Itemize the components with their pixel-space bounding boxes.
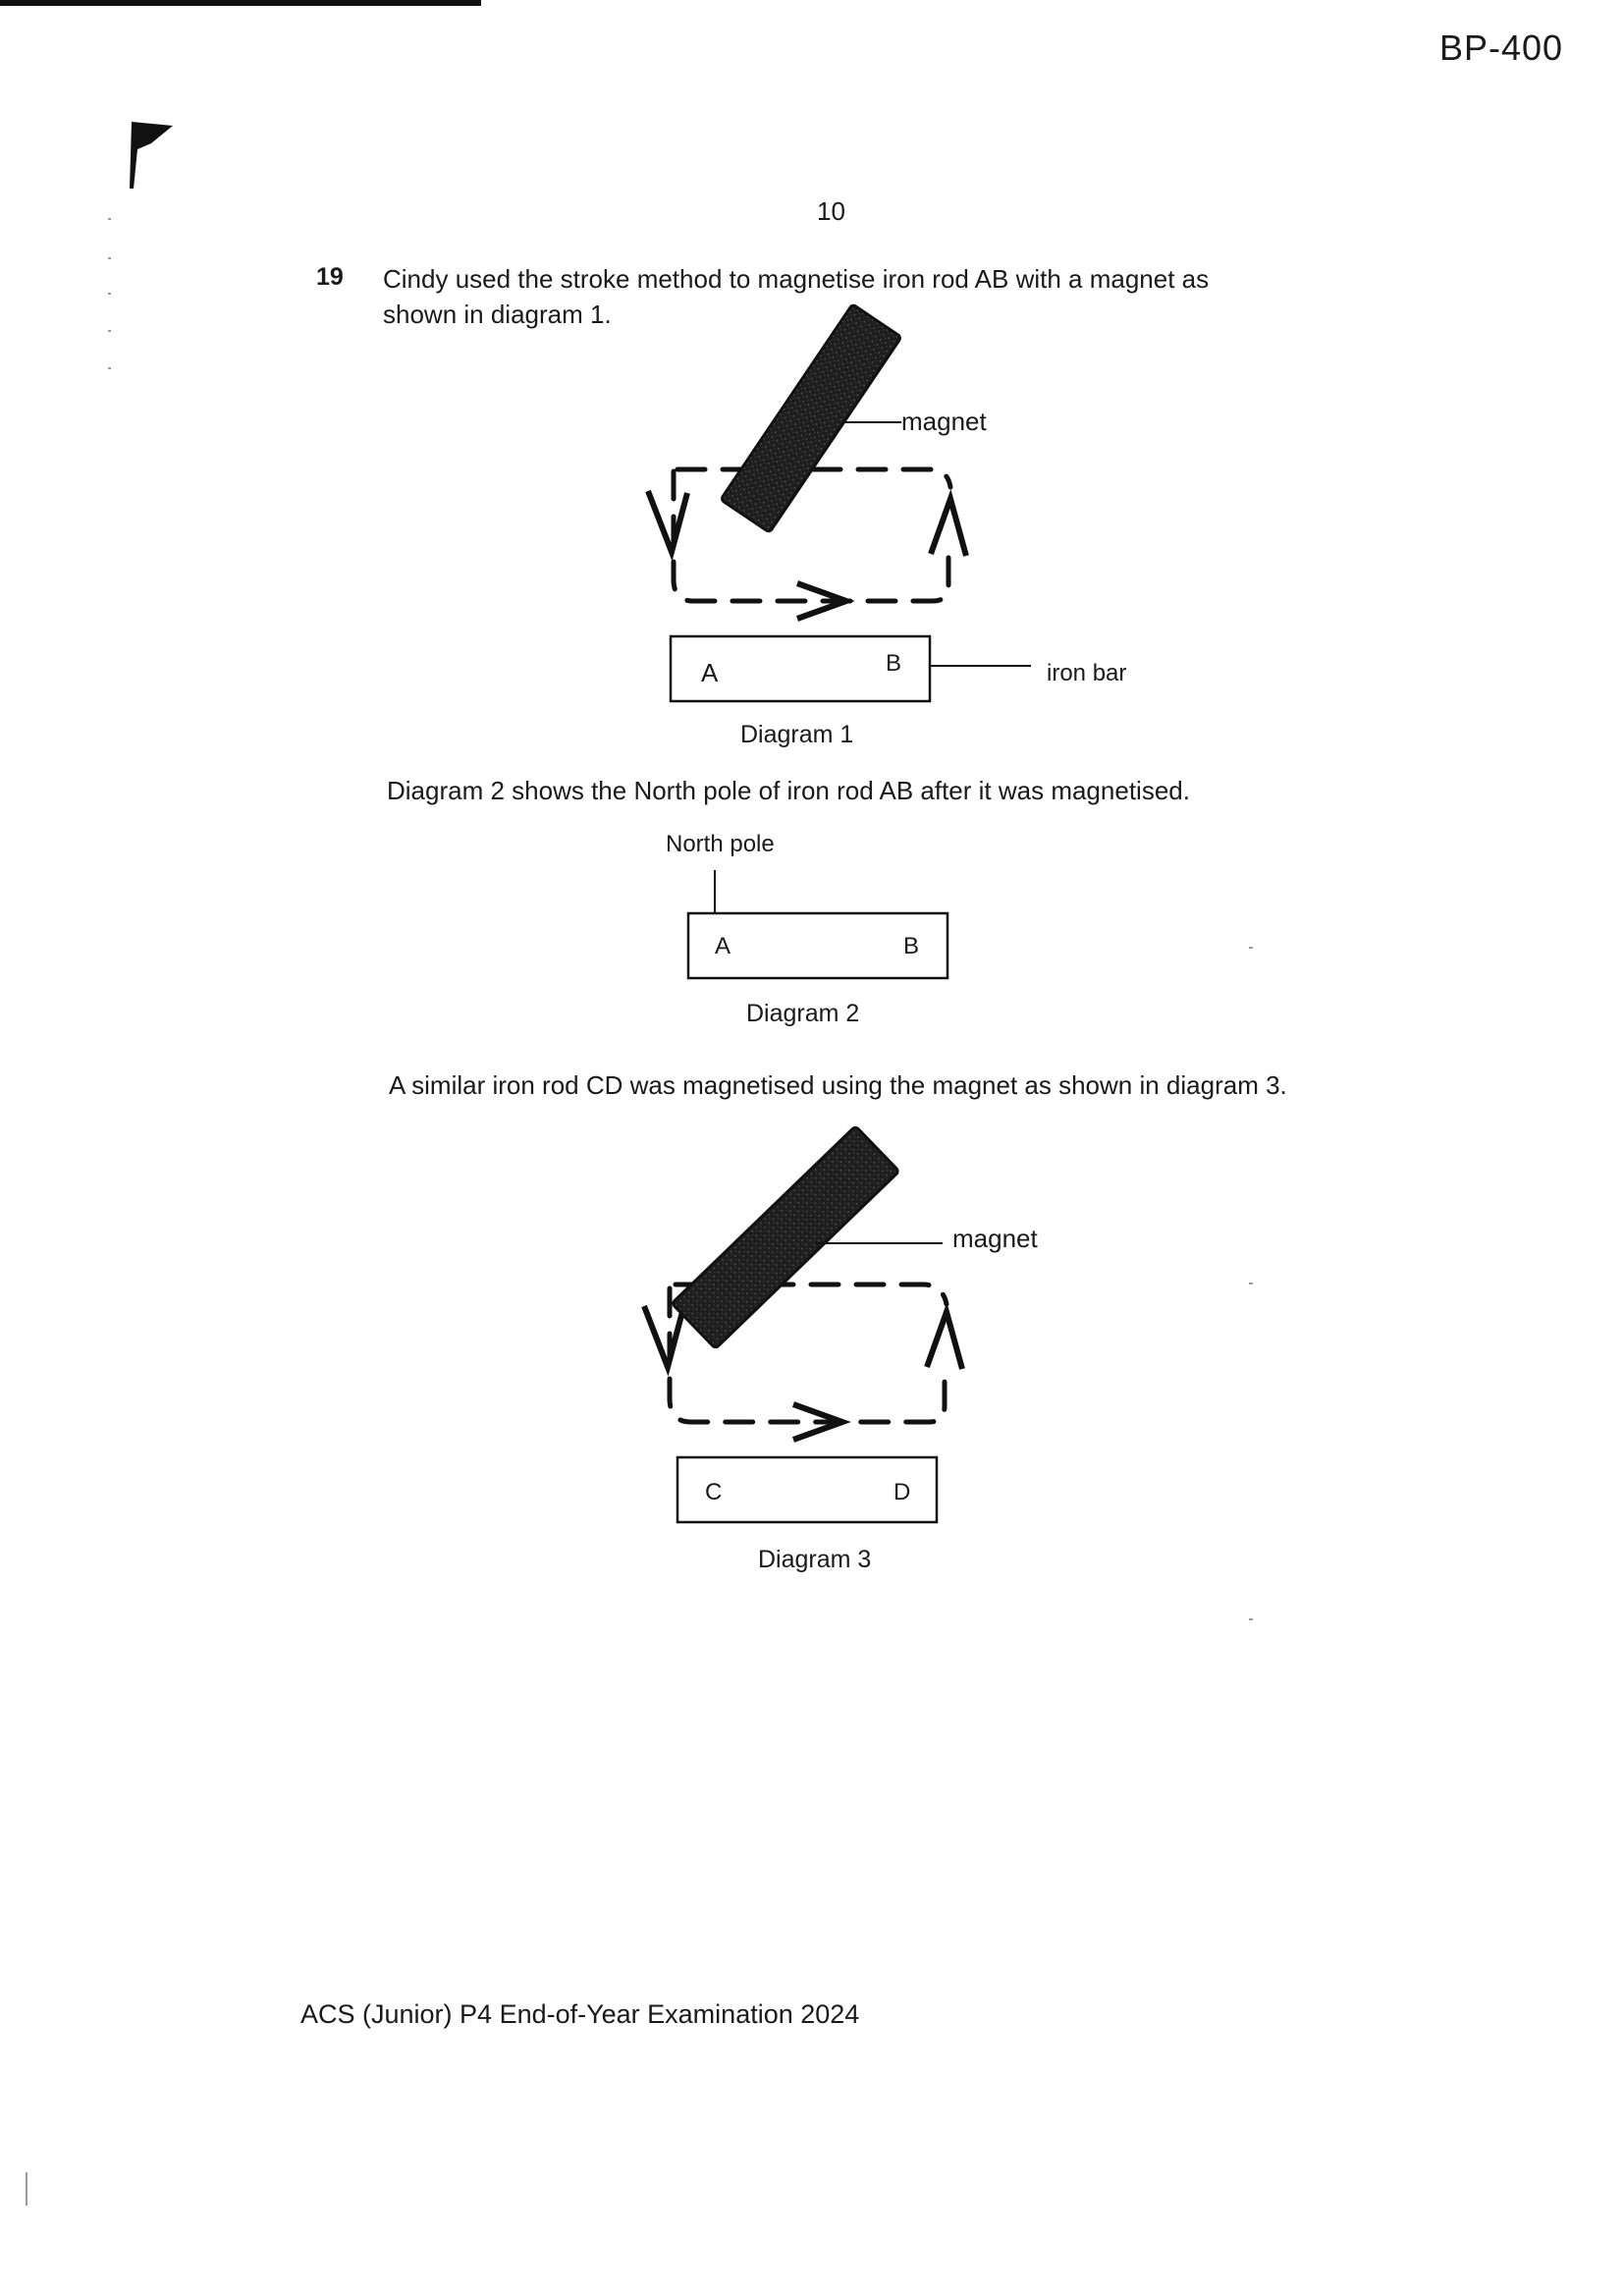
magnet-label-1: magnet	[901, 407, 987, 436]
arrow-up-1	[931, 499, 966, 556]
magnet-1	[721, 304, 901, 533]
text-diagram-3-intro: A similar iron rod CD was magnetised using the magnet as shown in diagram 3.	[389, 1070, 1287, 1100]
diagram-3-caption: Diagram 3	[758, 1546, 872, 1573]
arrow-down-1	[648, 491, 687, 552]
stroke-path-1	[674, 469, 950, 601]
diagram-3	[644, 1126, 962, 1522]
arrow-up-3	[927, 1312, 962, 1369]
diagram-1	[648, 304, 1031, 701]
bar-end-c: C	[705, 1479, 723, 1505]
bar-end-a-1: A	[701, 658, 719, 687]
scan-speckles	[26, 218, 1253, 2206]
question-number: 19	[316, 263, 344, 291]
diagram-1-caption: Diagram 1	[740, 721, 854, 748]
iron-bar-label: iron bar	[1047, 660, 1127, 686]
diagram-2	[688, 870, 947, 978]
bar-end-b-1: B	[886, 650, 902, 677]
magnet-3	[672, 1126, 898, 1349]
north-pole-label: North pole	[666, 831, 775, 857]
bar-end-a-2: A	[715, 933, 731, 959]
bar-end-b-2: B	[903, 933, 920, 959]
question-line-2: shown in diagram 1.	[383, 300, 612, 329]
diagram-2-caption: Diagram 2	[746, 1000, 860, 1027]
text-diagram-2-intro: Diagram 2 shows the North pole of iron rod AB after it was magnetised.	[387, 776, 1190, 805]
question-line-1: Cindy used the stroke method to magnetise iron rod AB with a magnet as	[383, 264, 1210, 294]
footer-text: ACS (Junior) P4 End-of-Year Examination 2024	[300, 1999, 860, 2029]
bar-end-d: D	[893, 1479, 911, 1505]
page-number: 10	[817, 196, 845, 226]
magnet-label-3: magnet	[952, 1224, 1038, 1253]
paper-code: BP-400	[1439, 27, 1564, 68]
arrow-down-3	[644, 1306, 683, 1367]
